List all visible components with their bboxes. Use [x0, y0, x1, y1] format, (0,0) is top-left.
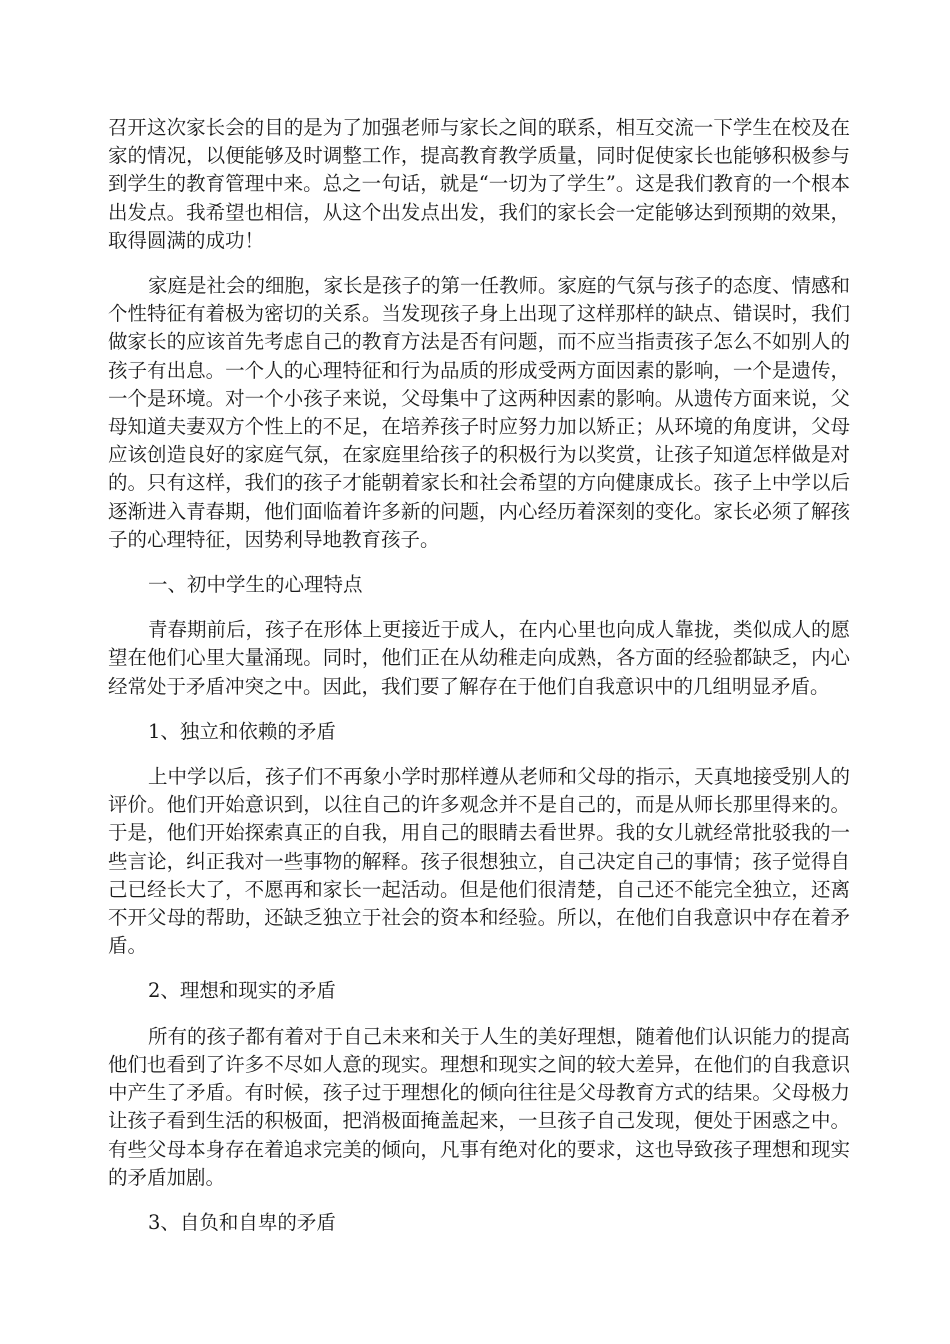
subheading-2: 2、理想和现实的矛盾: [148, 979, 336, 1003]
family-paragraph: 家庭是社会的细胞，家长是孩子的第一任教师。家庭的气氛与孩子的态度、情感和个性特征有着极为密切的关系。当发现孩子身上出现了这样那样的缺点、错误时，我们做家长的应该首先考虑自己的教育方法是否有问题，而不应当指责孩子怎么不如别人的孩子有出息。一个人的心理特征和行为品质的形成受两方面因素的影响，一个是遗传，一个是环境。对一个小孩子来说，父母集中了这两种因素的影响。从遗传方面来说，父母知道夫妻双方个性上的不足，在培养孩子时应努力加以矫正；从环境的角度讲，父母应该创造良好的家庭气氛，在家庭里给孩子的积极行为以奖赏，让孩子知道怎样做是对的。只有这样，我们的孩子才能朝着家长和社会希望的方向健康成长。孩子上中学以后逐渐进入青春期，他们面临着许多新的问题，内心经历着深刻的变化。家长必须了解孩子的心理特征，因势利导地教育孩子。: [108, 274, 851, 551]
ideal-reality-paragraph: 所有的孩子都有着对于自己未来和关于人生的美好理想，随着他们认识能力的提高他们也看到了许多不尽如人意的现实。理想和现实之间的较大差异，在他们的自我意识中产生了矛盾。有时候，孩子过于理想化的倾向往往是父母教育方式的结果。父母极力让孩子看到生活的积极面，把消极面掩盖起来，一旦孩子自己发现，便处于困惑之中。有些父母本身存在着追求完美的倾向，凡事有绝对化的要求，这也导致孩子理想和现实的矛盾加剧。: [108, 1024, 851, 1189]
subheading-1: 1、独立和依赖的矛盾: [148, 719, 336, 743]
adolescence-paragraph: 青春期前后，孩子在形体上更接近于成人，在内心里也向成人靠拢，类似成人的愿望在他们心里大量涌现。同时，他们正在从幼稚走向成熟，各方面的经验都缺乏，内心经常处于矛盾冲突之中。因此，我们要了解存在于他们自我意识中的几组明显矛盾。: [108, 618, 851, 698]
section-heading-1: 一、初中学生的心理特点: [148, 573, 363, 597]
subheading-3: 3、自负和自卑的矛盾: [148, 1210, 336, 1234]
independence-paragraph: 上中学以后，孩子们不再象小学时那样遵从老师和父母的指示，天真地接受别人的评价。他们开始意识到，以往自己的许多观念并不是自己的，而是从师长那里得来的。于是，他们开始探索真正的自我，用自己的眼睛去看世界。我的女儿就经常批驳我的一些言论，纠正我对一些事物的解释。孩子很想独立，自己决定自己的事情；孩子觉得自己已经长大了，不愿再和家长一起活动。但是他们很清楚，自己还不能完全独立，还离不开父母的帮助，还缺乏独立于社会的资本和经验。所以，在他们自我意识中存在着矛盾。: [108, 765, 851, 958]
intro-paragraph: 召开这次家长会的目的是为了加强老师与家长之间的联系，相互交流一下学生在校及在家的情况，以便能够及时调整工作，提高教育教学质量，同时促使家长也能够积极参与到学生的教育管理中来。总之一句话，就是“一切为了学生”。这是我们教育的一个根本出发点。我希望也相信，从这个出发点出发，我们的家长会一定能够达到预期的效果，取得圆满的成功！: [108, 116, 850, 252]
document-page: [108, 114, 850, 1254]
